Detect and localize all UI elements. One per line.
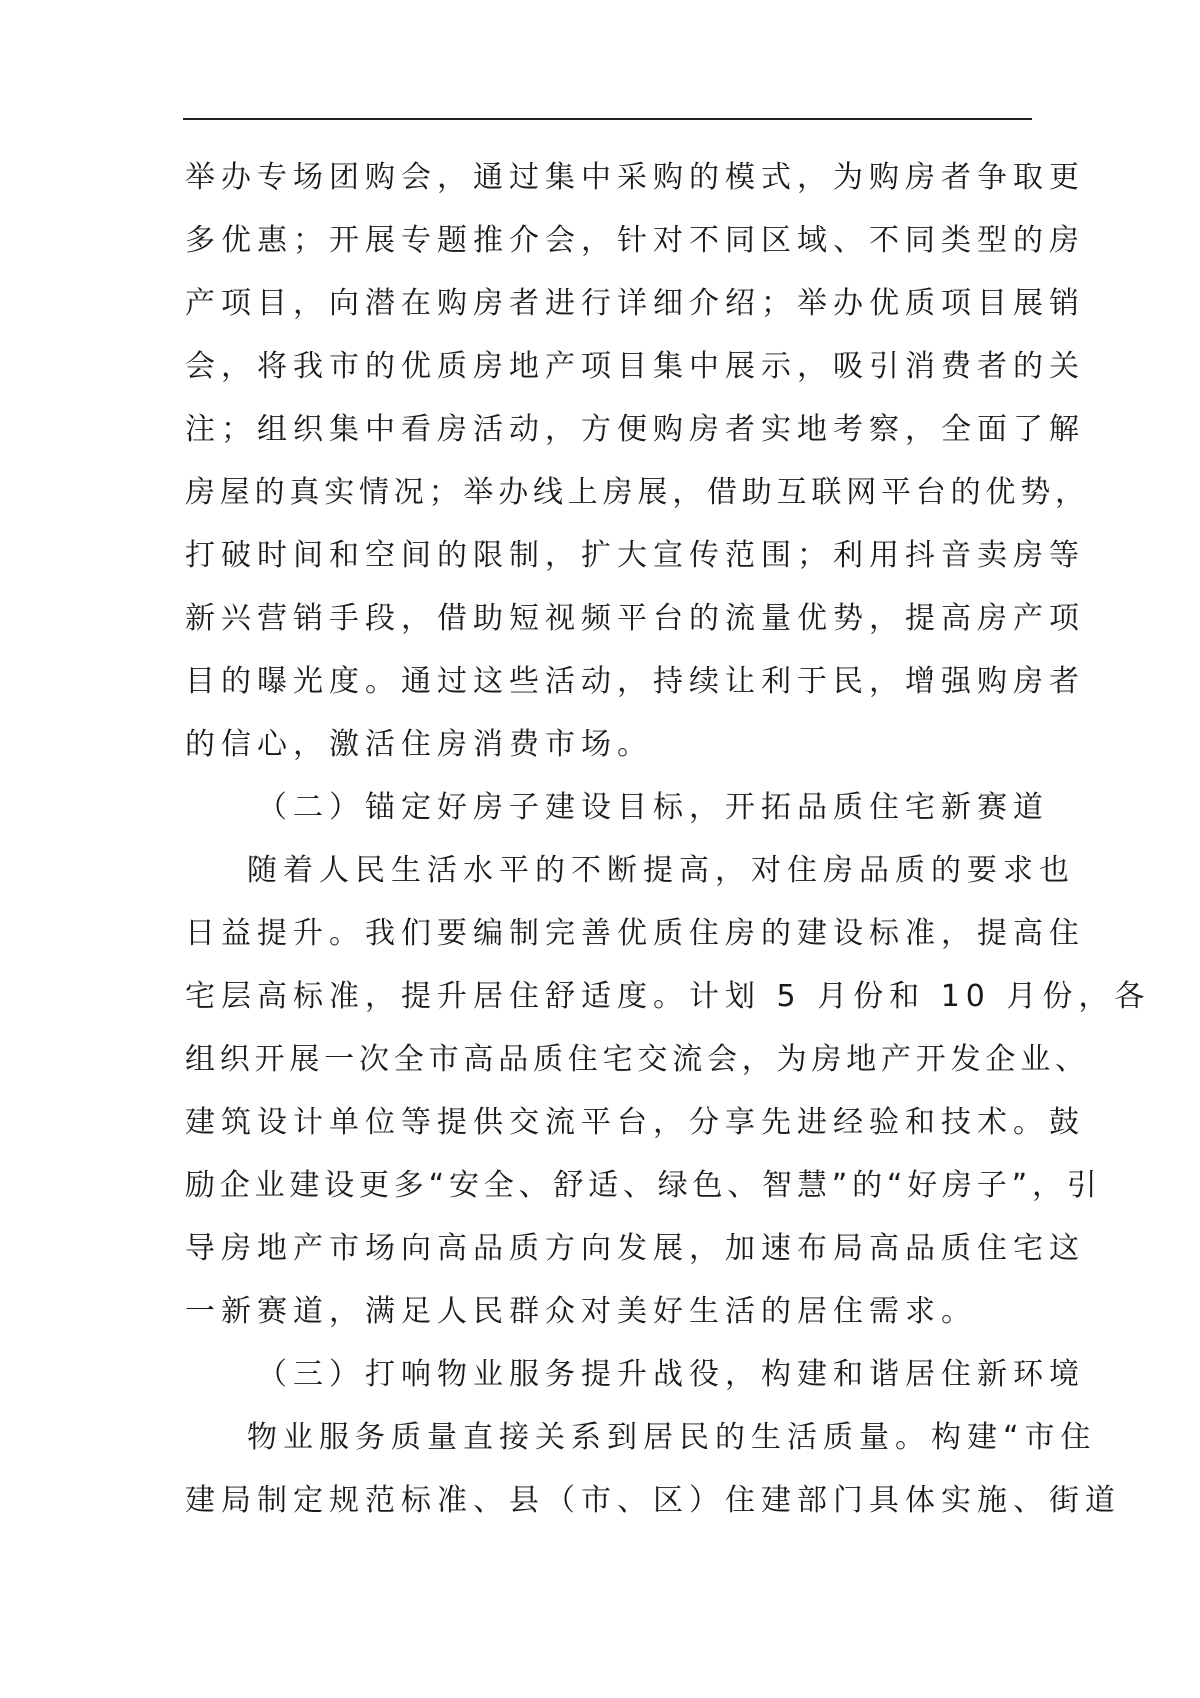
- body-line: 产项目，向潜在购房者进行详细介绍；举办优质项目展销: [185, 286, 1085, 321]
- body-line: 多优惠；开展专题推介会，针对不同区域、不同类型的房: [185, 223, 1085, 258]
- body-line: 新兴营销手段，借助短视频平台的流量优势，提高房产项: [185, 601, 1085, 636]
- body-line: 举办专场团购会，通过集中采购的模式，为购房者争取更: [185, 160, 1085, 195]
- body-line: 注；组织集中看房活动，方便购房者实地考察，全面了解: [185, 412, 1085, 447]
- body-line: 目的曝光度。通过这些活动，持续让利于民，增强购房者: [185, 664, 1085, 699]
- body-line: 房屋的真实情况；举办线上房展，借助互联网平台的优势，: [185, 475, 1090, 510]
- body-line: 导房地产市场向高品质方向发展，加速布局高品质住宅这: [185, 1231, 1085, 1266]
- body-line: 的信心，激活住房消费市场。: [185, 727, 653, 762]
- body-line: 一新赛道，满足人民群众对美好生活的居住需求。: [185, 1294, 977, 1329]
- header-rule: [183, 118, 1032, 120]
- paragraph-first-line: 物业服务质量直接关系到居民的生活质量。构建“市住: [247, 1420, 1097, 1455]
- body-line: 建局制定规范标准、县（市、区）住建部门具体实施、街道: [185, 1483, 1121, 1518]
- body-line: 励企业建设更多“安全、舒适、绿色、智慧”的“好房子”，引: [185, 1168, 1102, 1203]
- body-line: 建筑设计单位等提供交流平台，分享先进经验和技术。鼓: [185, 1105, 1085, 1140]
- body-line: 组织开展一次全市高品质住宅交流会，为房地产开发企业、: [185, 1042, 1090, 1077]
- body-line: 打破时间和空间的限制，扩大宣传范围；利用抖音卖房等: [185, 538, 1085, 573]
- body-line: 宅层高标准，提升居住舒适度。计划 5 月份和 10 月份，各: [185, 979, 1151, 1014]
- section-heading-three: （三）打响物业服务提升战役，构建和谐居住新环境: [257, 1357, 1085, 1392]
- paragraph-first-line: 随着人民生活水平的不断提高，对住房品质的要求也: [247, 853, 1075, 888]
- body-line: 会，将我市的优质房地产项目集中展示，吸引消费者的关: [185, 349, 1085, 384]
- body-line: 日益提升。我们要编制完善优质住房的建设标准，提高住: [185, 916, 1085, 951]
- section-heading-two: （二）锚定好房子建设目标，开拓品质住宅新赛道: [257, 790, 1049, 825]
